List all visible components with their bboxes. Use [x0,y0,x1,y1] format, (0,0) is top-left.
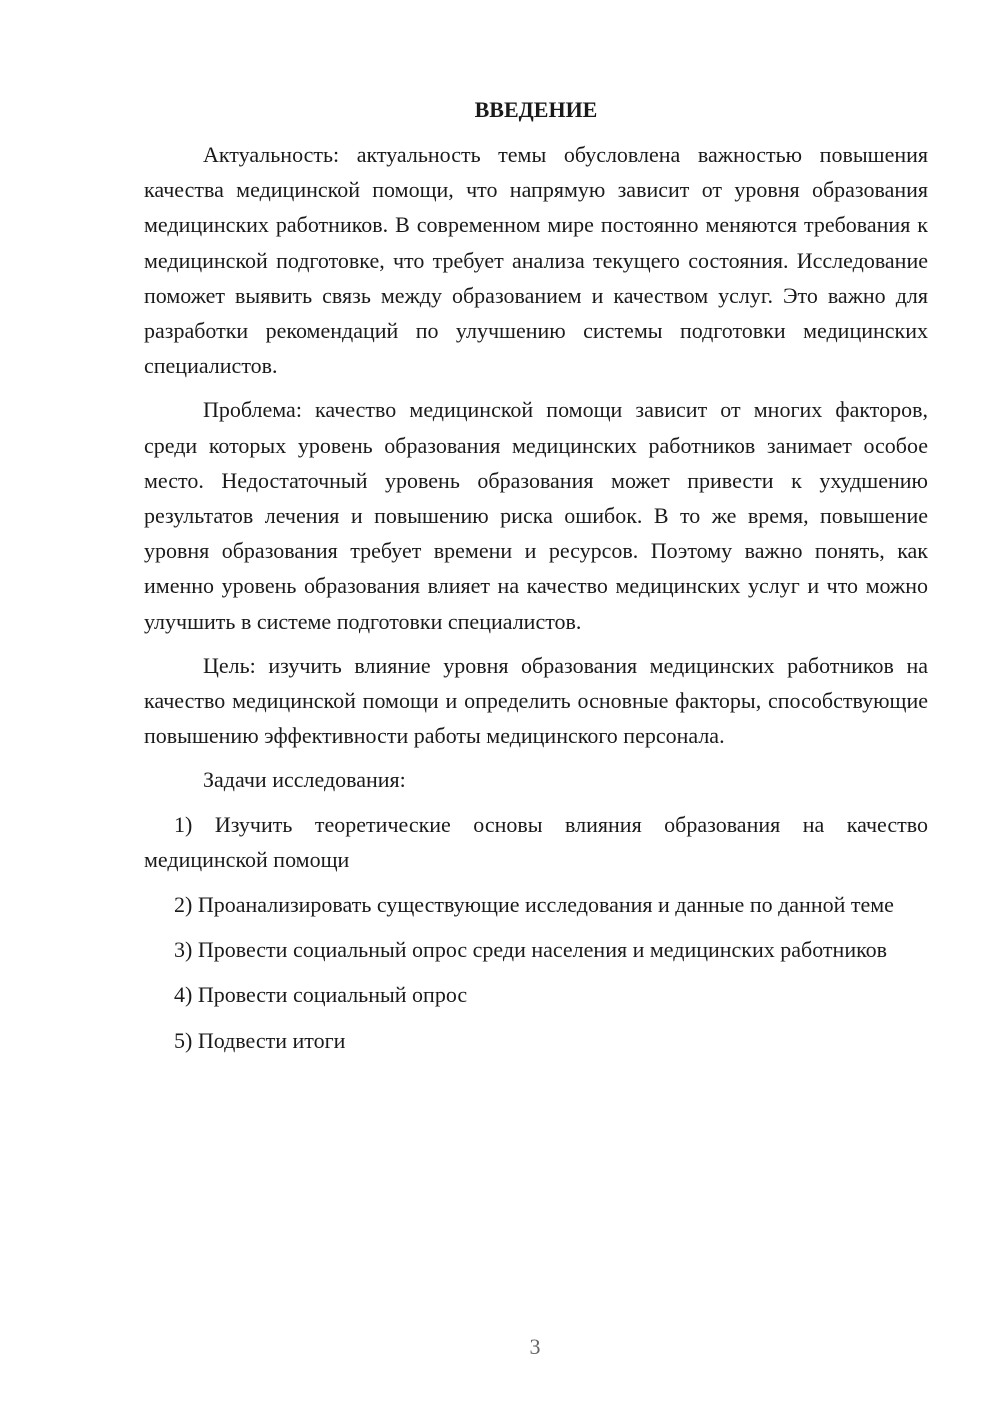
section-title: ВВЕДЕНИЕ [474,97,598,122]
goal-paragraph: Цель: изучить влияние уровня образования медицинских работников на качество медицинской помощи и определить основные факторы, способствующие повышению эффективности работы медицинского персонала. [144,652,928,749]
task-item: 2) Проанализировать существующие исследования и данные по данной теме [174,892,894,918]
problem-paragraph: Проблема: качество медицинской помощи зависит от многих факторов, среди которых уровень образования медицинских работников занимает особое место. Недостаточный уровень образования может привести к ухудшению результатов лечения и повышению риска ошибок. В то же время, повышение уровня образования требует времени и ресурсов. Поэтому важно понять, как именно уровень образования влияет на качество медицинских услуг и что можно улучшить в системе подготовки специалистов. [144,397,928,634]
page-content [144,94,928,1068]
task-item: 3) Провести социальный опрос среди населения и медицинских работников [174,937,888,963]
task-item: 1) Изучить теоретические основы влияния образования на качество медицинской помощи [144,811,928,872]
relevance-paragraph: Актуальность: актуальность темы обусловлена важностью повышения качества медицинской помощи, что напрямую зависит от уровня образования медицинских работников. В современном мире постоянно меняются требования к медицинской подготовке, что требует анализа текущего состояния. Исследование поможет выявить связь между образованием и качеством услуг. Это важно для разработки рекомендаций по улучшению системы подготовки медицинских специалистов. [144,142,928,379]
page-number: 3 [529,1334,541,1359]
tasks-heading: Задачи исследования: [203,767,406,793]
task-item: 4) Провести социальный опрос [174,982,468,1008]
task-item: 5) Подвести итоги [174,1027,346,1053]
